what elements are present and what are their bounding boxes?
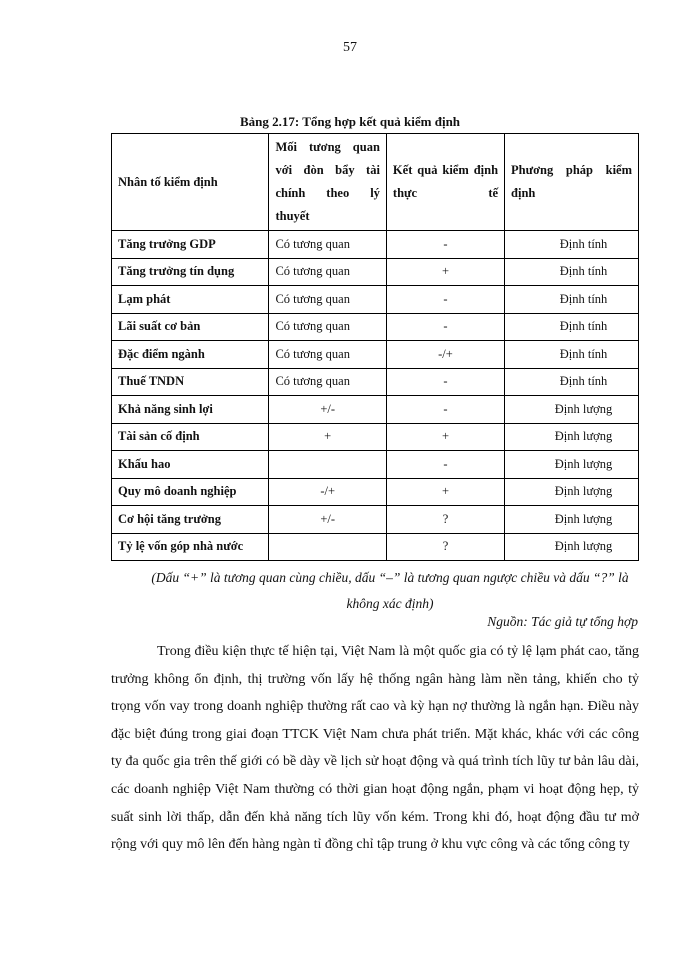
factor-cell: Cơ hội tăng trưởng — [112, 506, 269, 534]
table-caption: Bảng 2.17: Tổng hợp kết quả kiểm định — [239, 114, 461, 129]
factor-cell: Thuế TNDN — [112, 368, 269, 396]
theory-cell: Có tương quan — [269, 286, 386, 314]
actual-cell: ? — [386, 506, 504, 534]
method-cell: Định tính — [505, 313, 639, 341]
factor-cell: Khấu hao — [112, 451, 269, 479]
method-cell: Định lượng — [505, 478, 639, 506]
page-number: 57 — [343, 40, 357, 55]
actual-cell: + — [386, 423, 504, 451]
table-body — [112, 231, 639, 561]
theory-cell: Có tương quan — [269, 313, 386, 341]
table-row — [112, 313, 639, 341]
method-cell: Định tính — [505, 231, 639, 259]
theory-cell: Có tương quan — [269, 258, 386, 286]
method-cell: Định tính — [505, 341, 639, 369]
factor-cell: Lạm phát — [112, 286, 269, 314]
actual-cell: - — [386, 368, 504, 396]
theory-cell — [269, 451, 386, 479]
theory-cell: +/- — [269, 396, 386, 424]
body-paragraph: Trong điều kiện thực tế hiện tại, Việt Nam là một quốc gia có tỷ lệ lạm phát cao, tăng trưởng không ổn định, thị trường vốn lấy hệ thống ngân hàng làm nền tảng, khiến cho tỷ trọng vốn vay trong doanh nghiệp thường rất cao và kỳ hạn nợ thường là ngắn hạn. Điều này đặc biệt đúng trong giai đoạn TTCK Việt Nam chưa phát triển. Mặt khác, khác với các công ty đa quốc gia trên thế giới có bề dày về lịch sử hoạt động và quá trình tích lũy tư bản lâu dài, các doanh nghiệp Việt Nam thường có thời gian hoạt động ngắn, phạm vi hoạt động hẹp, tỷ suất sinh lời thấp, dẫn đến khả năng tích lũy vốn kém. Trong khi đó, hoạt động đầu tư mở rộng với quy mô lên đến hàng ngàn tỉ đồng chỉ tập trung ở khu vực công và các tổng công ty — [111, 644, 639, 853]
actual-cell: - — [386, 231, 504, 259]
table-row — [112, 506, 639, 534]
table-row — [112, 533, 639, 561]
actual-cell: + — [386, 258, 504, 286]
header-theory: Mối tương quan với đòn bẩy tài chính theo lý thuyết — [269, 134, 386, 231]
factor-cell: Tỷ lệ vốn góp nhà nước — [112, 533, 269, 561]
factor-cell: Lãi suất cơ bản — [112, 313, 269, 341]
header-factor: Nhân tố kiểm định — [112, 134, 269, 231]
header-actual: Kết quả kiểm định thực tế — [386, 134, 504, 231]
factor-cell: Tài sản cố định — [112, 423, 269, 451]
method-cell: Định lượng — [505, 451, 639, 479]
table-row — [112, 231, 639, 259]
method-cell: Định tính — [505, 258, 639, 286]
method-cell: Định lượng — [505, 396, 639, 424]
table-row — [112, 396, 639, 424]
table-row — [112, 258, 639, 286]
table-row — [112, 423, 639, 451]
actual-cell: ? — [386, 533, 504, 561]
theory-cell: +/- — [269, 506, 386, 534]
header-method: Phương pháp kiểm định — [505, 134, 639, 231]
table-note: (Dấu “+” là tương quan cùng chiều, dấu “–” là tương quan ngược chiều và dấu “?” là không xác định) — [151, 570, 629, 611]
method-cell: Định lượng — [505, 533, 639, 561]
theory-cell: -/+ — [269, 478, 386, 506]
factor-cell: Tăng trưởng GDP — [112, 231, 269, 259]
factor-cell: Đặc điểm ngành — [112, 341, 269, 369]
theory-cell: Có tương quan — [269, 368, 386, 396]
actual-cell: - — [386, 396, 504, 424]
table-row — [112, 478, 639, 506]
method-cell: Định lượng — [505, 423, 639, 451]
table-row — [112, 286, 639, 314]
results-table — [111, 133, 639, 561]
theory-cell: Có tương quan — [269, 341, 386, 369]
theory-cell — [269, 533, 386, 561]
table-row — [112, 451, 639, 479]
source-line: Nguồn: Tác giả tự tổng hợp — [487, 614, 638, 629]
factor-cell: Khả năng sinh lợi — [112, 396, 269, 424]
actual-cell: - — [386, 451, 504, 479]
theory-cell: + — [269, 423, 386, 451]
factor-cell: Tăng trưởng tín dụng — [112, 258, 269, 286]
actual-cell: -/+ — [386, 341, 504, 369]
actual-cell: - — [386, 313, 504, 341]
theory-cell: Có tương quan — [269, 231, 386, 259]
table-header-row — [112, 134, 639, 231]
actual-cell: + — [386, 478, 504, 506]
table-row — [112, 368, 639, 396]
method-cell: Định tính — [505, 368, 639, 396]
method-cell: Định lượng — [505, 506, 639, 534]
factor-cell: Quy mô doanh nghiệp — [112, 478, 269, 506]
method-cell: Định tính — [505, 286, 639, 314]
actual-cell: - — [386, 286, 504, 314]
table-row — [112, 341, 639, 369]
